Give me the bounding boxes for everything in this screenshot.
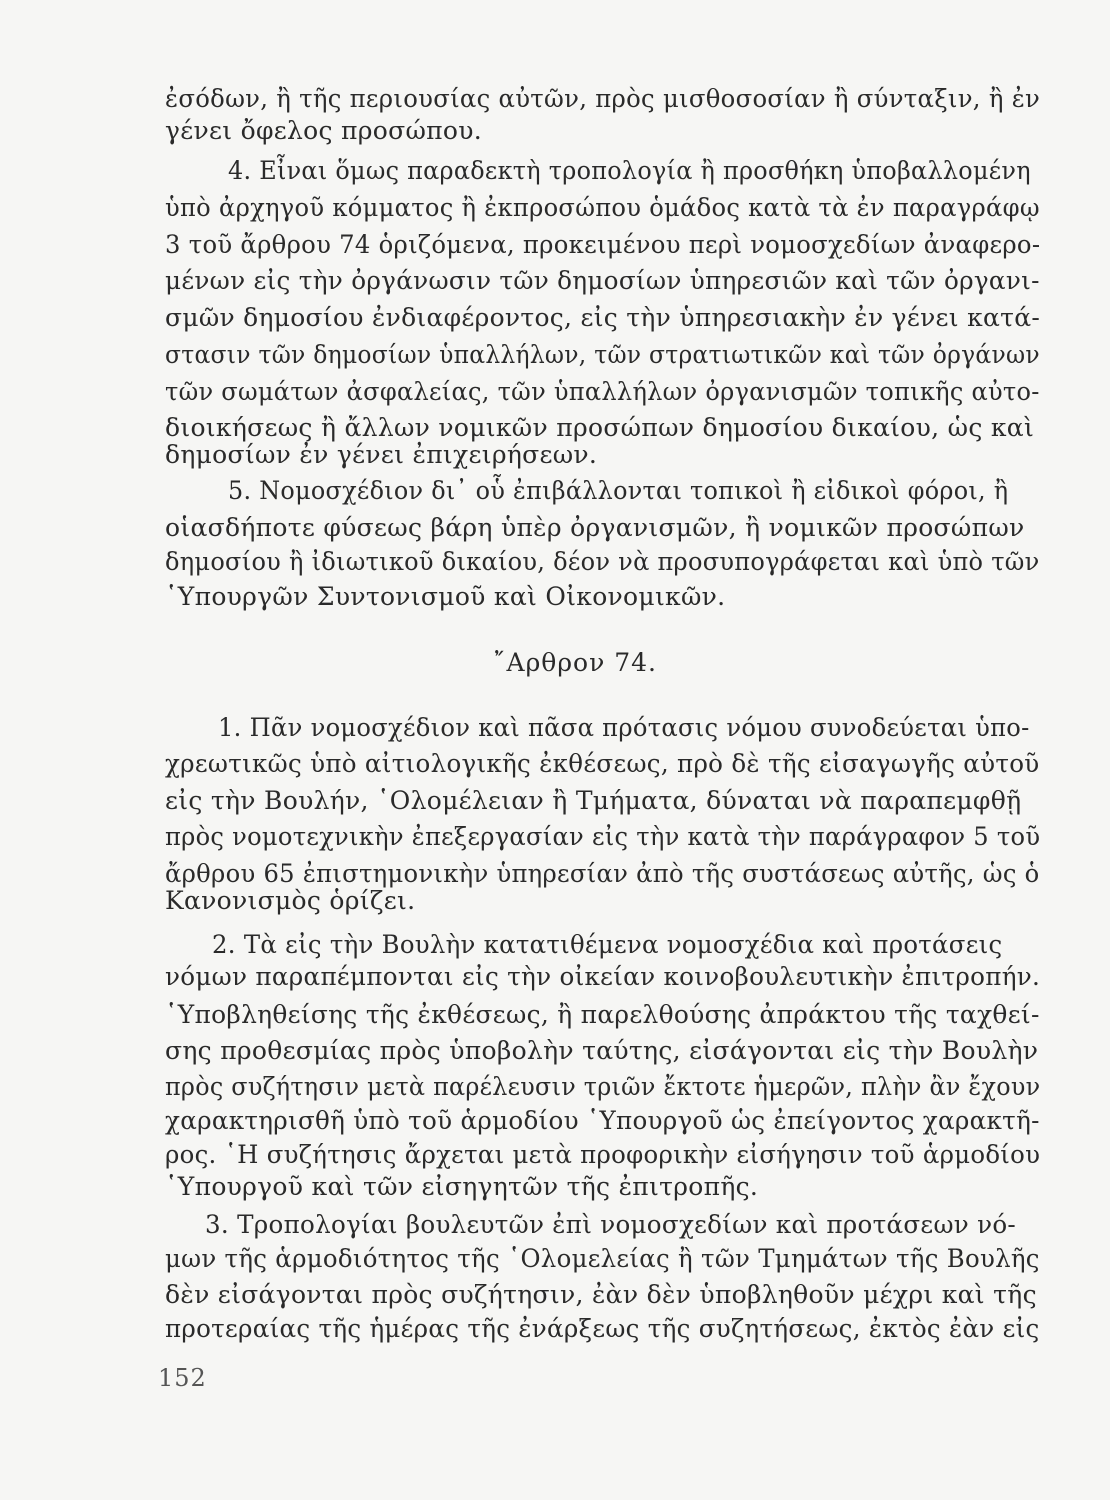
text-line: μένων εἰς τὴν ὀργάνωσιν τῶν δημοσίων ὑπηρεσιῶν καὶ τῶν ὀργανι-: [165, 266, 1040, 295]
text-line: χρεωτικῶς ὑπὸ αἰτιολογικῆς ἐκθέσεως, πρὸ δὲ τῆς εἰσαγωγῆς αὐτοῦ: [165, 749, 1040, 778]
text-line: πρὸς νομοτεχνικὴν ἐπεξεργασίαν εἰς τὴν κατὰ τὴν παράγραφον 5 τοῦ: [165, 822, 1041, 851]
text-line: 2. Τὰ εἰς τὴν Βουλὴν κατατιθέμενα νομοσχέδια καὶ προτάσεις: [212, 930, 1003, 959]
article-heading: ῎Αρθρον 74.: [493, 648, 657, 677]
text-line: πρὸς συζήτησιν μετὰ παρέλευσιν τριῶν ἔκτοτε ἡμερῶν, πλὴν ἂν ἔχουν: [165, 1072, 1041, 1101]
text-line: 5. Νομοσχέδιον δι᾽ οὗ ἐπιβάλλονται τοπικοὶ ἢ εἰδικοὶ φόροι, ἢ: [228, 476, 1009, 505]
text-line: σμῶν δημοσίου ἐνδιαφέροντος, εἰς τὴν ὑπηρεσιακὴν ἐν γένει κατά-: [165, 303, 1041, 332]
text-line: ῾Υπουργοῦ καὶ τῶν εἰσηγητῶν τῆς ἐπιτροπῆς.: [165, 1172, 759, 1201]
text-line: εἰς τὴν Βουλήν, ῾Ολομέλειαν ἢ Τμήματα, δύναται νὰ παραπεμφθῇ: [165, 786, 1022, 815]
text-line: δημοσίου ἢ ἰδιωτικοῦ δικαίου, δέον νὰ προσυπογράφεται καὶ ὑπὸ τῶν: [165, 547, 1040, 576]
page-number: 152: [158, 1364, 207, 1392]
text-line: νόμων παραπέμπονται εἰς τὴν οἰκείαν κοινοβουλευτικὴν ἐπιτροπήν.: [165, 962, 1041, 991]
text-line: δημοσίων ἐν γένει ἐπιχειρήσεων.: [165, 440, 598, 469]
text-line: σης προθεσμίας πρὸς ὑποβολὴν ταύτης, εἰσάγονται εἰς τὴν Βουλὴν: [165, 1036, 1039, 1065]
text-line: χαρακτηρισθῆ ὑπὸ τοῦ ἁρμοδίου ῾Υπουργοῦ ὡς ἐπείγοντος χαρακτῆ-: [165, 1106, 1040, 1135]
text-line: ἄρθρου 65 ἐπιστημονικὴν ὑπηρεσίαν ἀπὸ τῆς συστάσεως αὐτῆς, ὡς ὁ: [165, 859, 1040, 888]
text-line: στασιν τῶν δημοσίων ὑπαλλήλων, τῶν στρατιωτικῶν καὶ τῶν ὀργάνων: [165, 340, 1040, 369]
text-line: ἐσόδων, ἢ τῆς περιουσίας αὐτῶν, πρὸς μισθοσοσίαν ἢ σύνταξιν, ἢ ἐν: [165, 84, 1041, 113]
text-line: ῾Υπουργῶν Συντονισμοῦ καὶ Οἰκονομικῶν.: [165, 582, 726, 611]
text-line: 3. Τροπολογίαι βουλευτῶν ἐπὶ νομοσχεδίων καὶ προτάσεων νό-: [205, 1210, 1017, 1239]
text-line: τῶν σωμάτων ἀσφαλείας, τῶν ὑπαλλήλων ὀργανισμῶν τοπικῆς αὐτο-: [165, 377, 1040, 406]
text-line: ὑπὸ ἀρχηγοῦ κόμματος ἢ ἐκπροσώπου ὁμάδος κατὰ τὰ ἐν παραγράφῳ: [165, 193, 1040, 222]
text-line: 3 τοῦ ἄρθρου 74 ὁριζόμενα, προκειμένου περὶ νομοσχεδίων ἀναφερο-: [165, 230, 1041, 259]
text-line: προτεραίας τῆς ἡμέρας τῆς ἐνάρξεως τῆς συζητήσεως, ἐκτὸς ἐὰν εἰς: [165, 1314, 1040, 1343]
text-line: 1. Πᾶν νομοσχέδιον καὶ πᾶσα πρότασις νόμου συνοδεύεται ὑπο-: [218, 713, 1030, 742]
text-line: δὲν εἰσάγονται πρὸς συζήτησιν, ἐὰν δὲν ὑποβληθοῦν μέχρι καὶ τῆς: [165, 1280, 1037, 1309]
text-line: Κανονισμὸς ὁρίζει.: [165, 886, 416, 915]
text-line: γένει ὄφελος προσώπου.: [165, 116, 483, 145]
text-line: ῾Υποβληθείσης τῆς ἐκθέσεως, ἢ παρελθούσης ἀπράκτου τῆς ταχθεί-: [165, 1000, 1040, 1029]
text-line: ρος. ῾Η συζήτησις ἄρχεται μετὰ προφορικὴν εἰσήγησιν τοῦ ἁρμοδίου: [165, 1140, 1041, 1169]
text-line: 4. Εἶναι ὅμως παραδεκτὴ τροπολογία ἢ προσθήκη ὑποβαλλομένη: [228, 156, 1031, 185]
text-line: διοικήσεως ἢ ἄλλων νομικῶν προσώπων δημοσίου δικαίου, ὡς καὶ: [165, 413, 1035, 442]
text-line: μων τῆς ἁρμοδιότητος τῆς ῾Ολομελείας ἢ τῶν Τμημάτων τῆς Βουλῆς: [165, 1244, 1040, 1273]
text-line: οἱασδήποτε φύσεως βάρη ὑπὲρ ὀργανισμῶν, ἢ νομικῶν προσώπων: [165, 513, 1025, 542]
